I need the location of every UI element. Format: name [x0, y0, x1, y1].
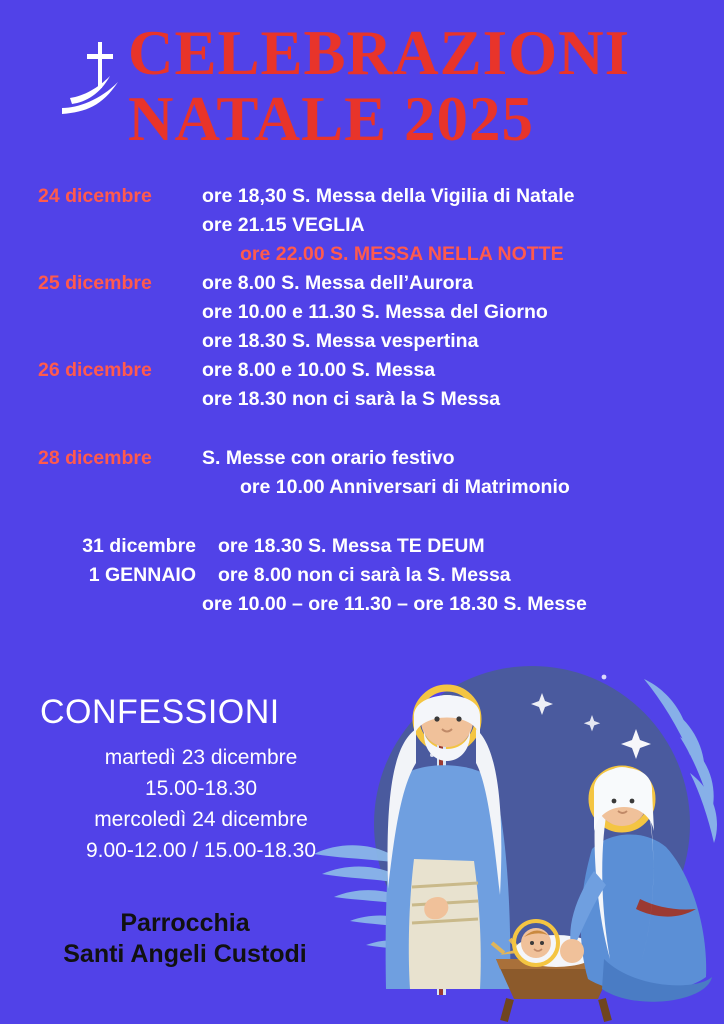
parish-line-2: Santi Angeli Custodi — [63, 940, 307, 969]
table-row — [38, 330, 694, 353]
table-row — [38, 185, 694, 208]
schedule-detail-underlined: ore 8.00 non ci sarà la S. Messa — [218, 564, 511, 586]
page-title — [128, 18, 688, 155]
schedule-detail: ore 22.00 S. MESSA NELLA NOTTE — [240, 243, 564, 265]
title-line-1: CELEBRAZIONI — [128, 18, 631, 88]
schedule-date: 25 dicembre — [38, 272, 152, 294]
schedule-spacer — [38, 505, 694, 535]
table-row — [38, 301, 694, 324]
mary-hand — [560, 939, 584, 963]
schedule-list — [0, 185, 724, 616]
schedule-date: 1 GENNAIO — [88, 564, 196, 586]
schedule-detail: ore 10.00 – ore 11.30 – ore 18.30 S. Messe — [202, 593, 587, 615]
table-row — [38, 359, 694, 382]
table-row — [38, 476, 694, 499]
parish-line-1: Parrocchia — [120, 909, 250, 937]
schedule-detail — [212, 564, 694, 587]
poster-header — [0, 0, 724, 175]
confessions-line: martedì 23 dicembre — [104, 746, 298, 769]
table-row — [38, 593, 694, 616]
table-row — [38, 447, 694, 470]
schedule-detail: ore 18.30 S. Messa vespertina — [202, 330, 479, 352]
schedule-detail-underlined: ore 18.30 non ci sarà la S Messa — [202, 388, 501, 410]
schedule-date: 24 dicembre — [38, 185, 152, 207]
schedule-date: 28 dicembre — [38, 447, 152, 469]
table-row — [38, 272, 694, 295]
confessions-title: CONFESSIONI — [40, 693, 280, 731]
schedule-detail: ore 8.00 e 10.00 S. Messa — [202, 359, 436, 381]
confessions-line: mercoledì 24 dicembre — [94, 808, 308, 832]
parish-name — [20, 908, 350, 971]
table-row — [38, 564, 694, 587]
table-row — [38, 243, 694, 266]
table-row — [38, 214, 694, 237]
schedule-detail: ore 10.00 Anniversari di Matrimonio — [240, 476, 570, 498]
confessions-line: 15.00-18.30 — [144, 777, 258, 801]
schedule-detail — [196, 388, 694, 411]
schedule-detail: ore 18,30 S. Messa della Vigilia di Natale — [202, 185, 575, 207]
schedule-spacer — [38, 417, 694, 447]
nativity-scene-illustration — [304, 659, 724, 1024]
table-row — [38, 388, 694, 411]
schedule-detail: ore 10.00 e 11.30 S. Messa del Giorno — [202, 301, 548, 323]
schedule-detail: S. Messe con orario festivo — [202, 447, 455, 469]
schedule-date: 26 dicembre — [38, 359, 152, 381]
table-row — [38, 535, 694, 558]
schedule-detail: ore 18.30 S. Messa TE DEUM — [218, 535, 485, 557]
title-line-2: NATALE 2025 — [128, 84, 534, 155]
schedule-date: 31 dicembre — [82, 535, 196, 557]
cross-on-hill-icon — [58, 38, 128, 116]
schedule-detail: ore 21.15 VEGLIA — [202, 214, 365, 236]
confessions-block — [36, 693, 366, 866]
confessions-line: 9.00-12.00 / 15.00-18.30 — [85, 839, 316, 863]
schedule-detail: ore 8.00 S. Messa dell’Aurora — [202, 272, 473, 294]
